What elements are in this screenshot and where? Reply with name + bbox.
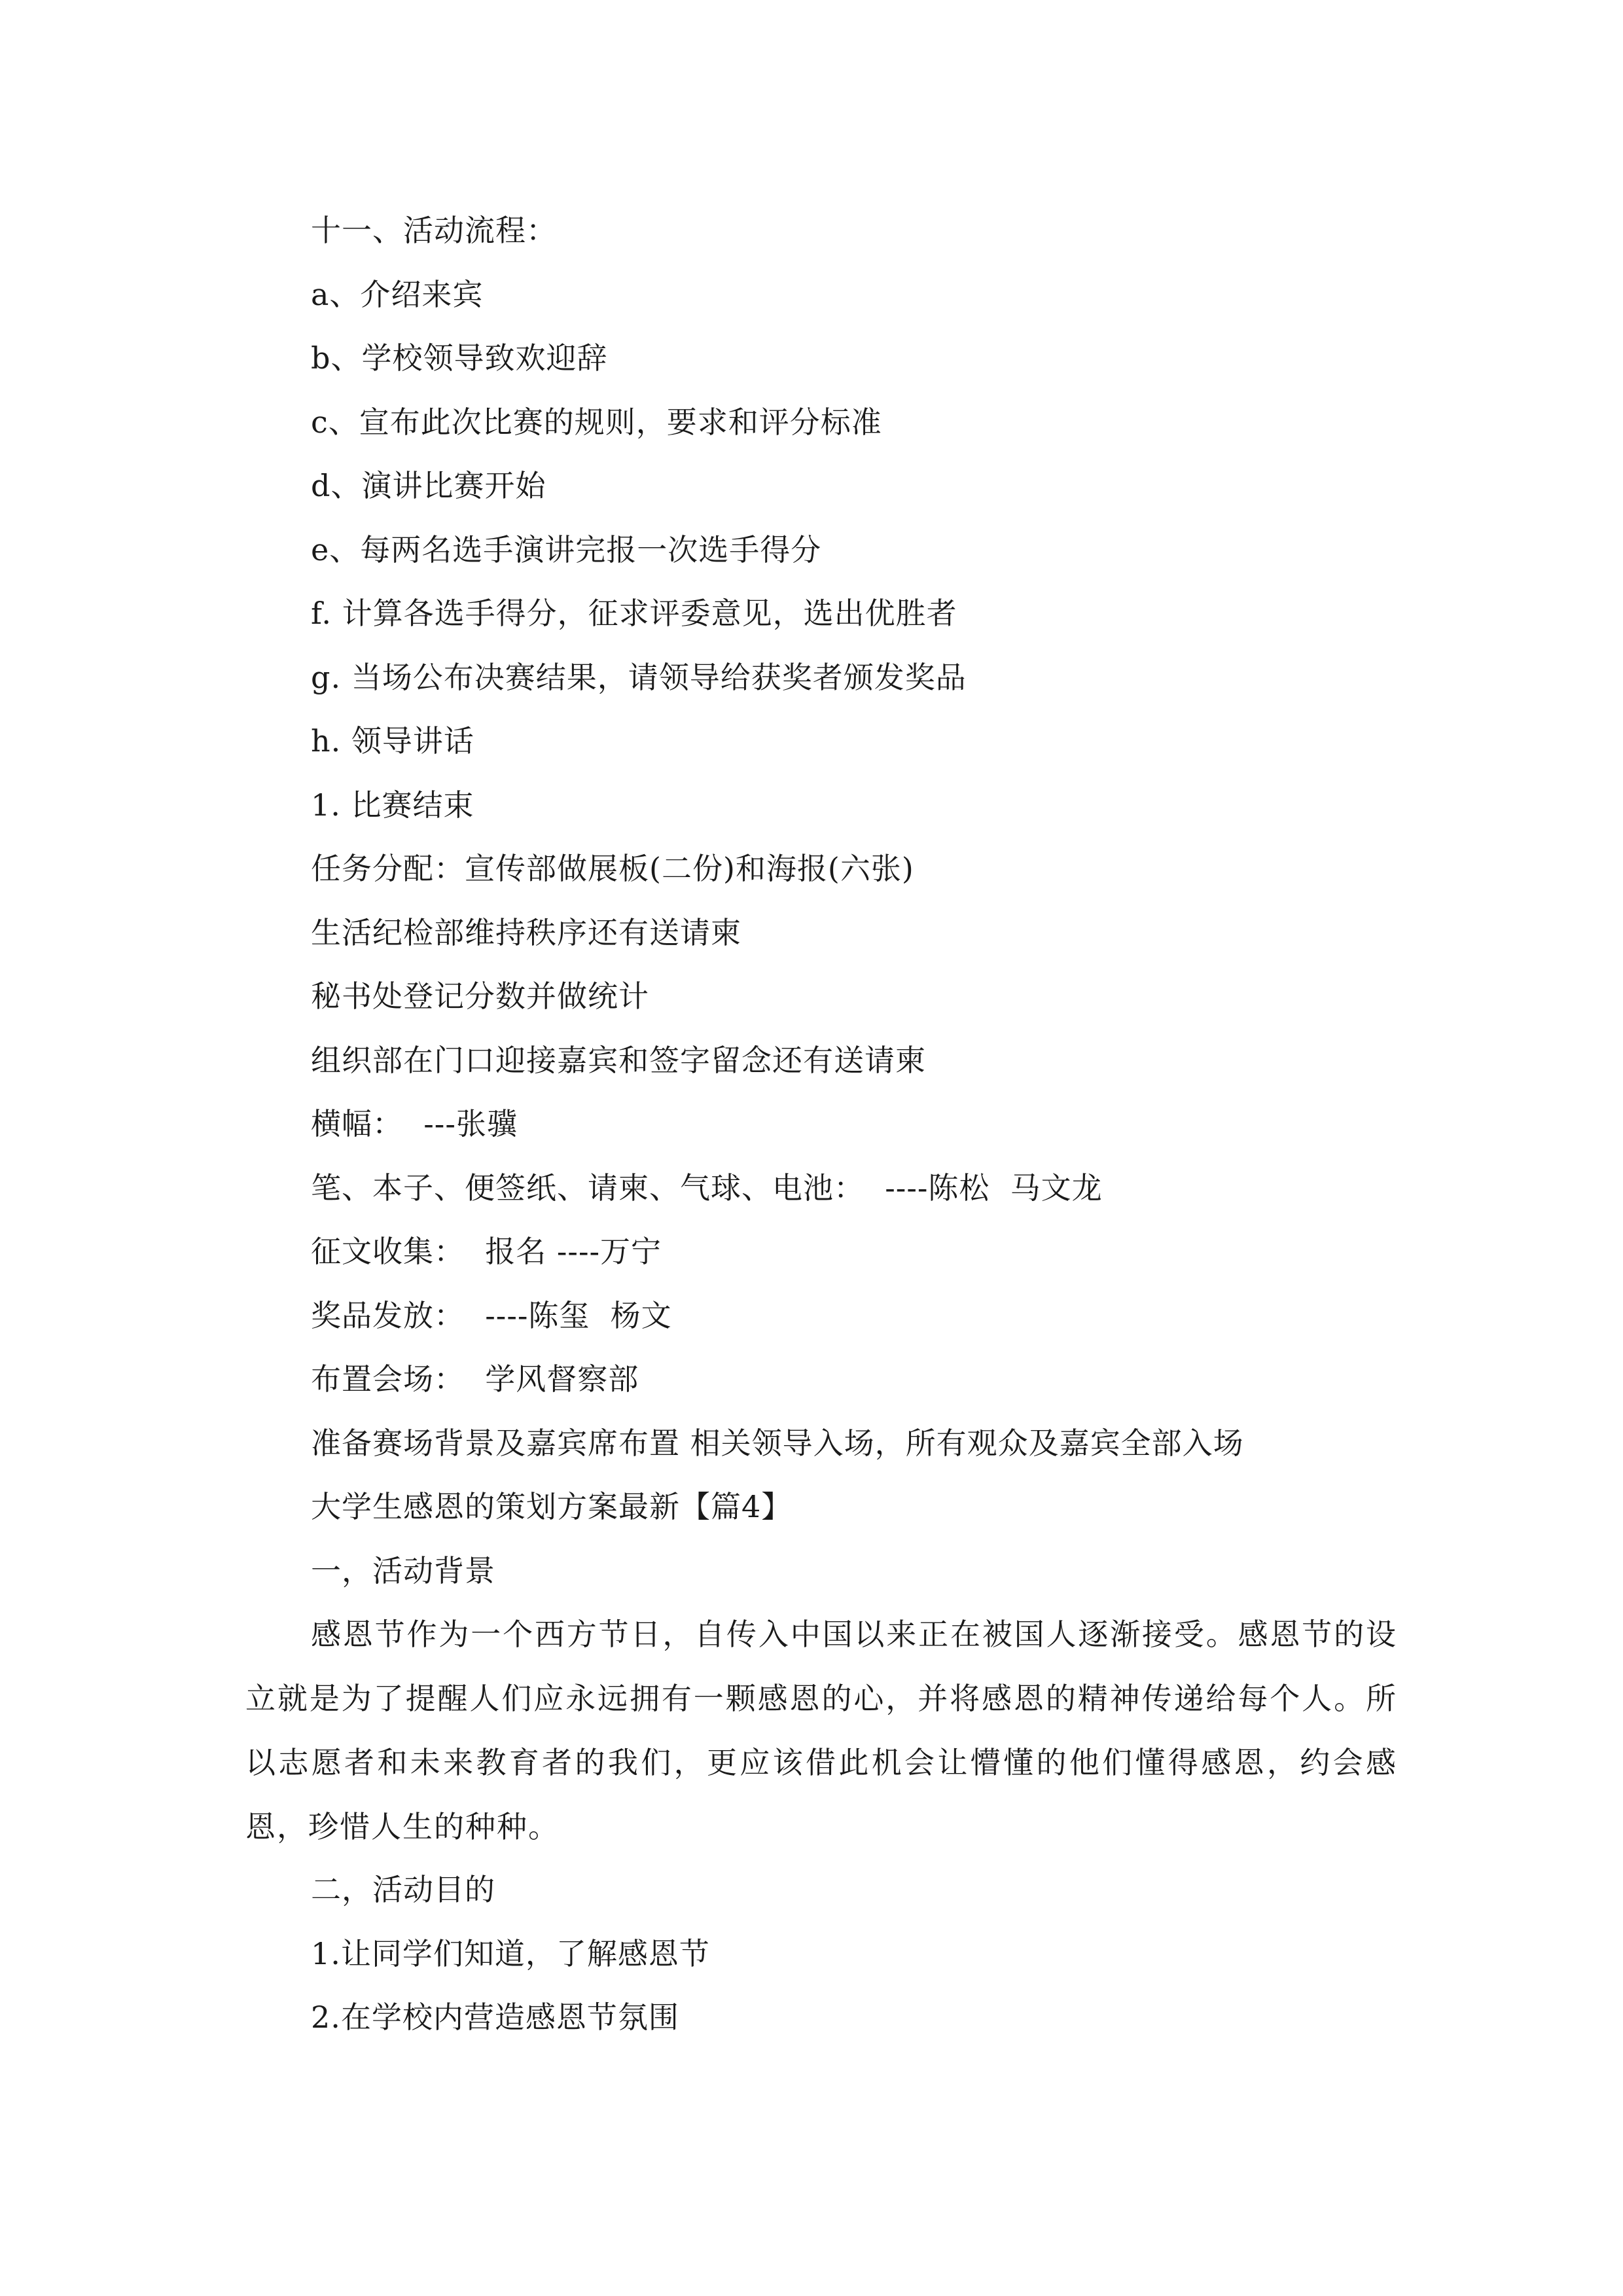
text-line: 任务分配：宣传部做展板(二份)和海报(六张) [311, 851, 914, 886]
section-title: 大学生感恩的策划方案最新【篇4】 [311, 1489, 793, 1524]
section-heading: 一，活动背景 [311, 1553, 495, 1588]
text-line: 征文收集： 报名 ----万宁 [311, 1234, 662, 1269]
text-line: 笔、本子、便签纸、请柬、气球、电池： ----陈松 马文龙 [311, 1170, 1103, 1206]
text-line: 1.让同学们知道，了解感恩节 [311, 1936, 710, 1971]
text-line: 横幅： ---张骥 [311, 1106, 518, 1141]
text-line: e、每两名选手演讲完报一次选手得分 [311, 532, 822, 567]
text-line: 准备赛场背景及嘉宾席布置 相关领导入场，所有观众及嘉宾全部入场 [311, 1426, 1244, 1461]
text-line: 布置会场： 学风督察部 [311, 1361, 639, 1397]
body-paragraph: 感恩节作为一个西方节日，自传入中国以来正在被国人逐渐接受。感恩节的设立就是为了提醒人们应永远拥有一颗感恩的心，并将感恩的精神传递给每个人。所以志愿者和未来教育者的我们，更应该借此机会让懵懂的他们懂得感恩，约会感恩，珍惜人生的种种。 [245, 1617, 1397, 1844]
text-line: c、宣布此次比赛的规则，要求和评分标准 [311, 404, 882, 440]
text-line: d、演讲比赛开始 [311, 468, 546, 503]
text-line: 奖品发放： ----陈玺 杨文 [311, 1298, 672, 1333]
text-line: 生活纪检部维持秩序还有送请柬 [311, 915, 741, 950]
text-line: 组织部在门口迎接嘉宾和签字留念还有送请柬 [311, 1043, 926, 1078]
text-line: 2.在学校内营造感恩节氛围 [311, 2000, 679, 2035]
text-line: 秘书处登记分数并做统计 [311, 978, 649, 1014]
text-line: 1. 比赛结束 [311, 787, 474, 823]
section-heading: 二，活动目的 [311, 1872, 495, 1907]
text-line: b、学校领导致欢迎辞 [311, 340, 608, 376]
text-line: g. 当场公布决赛结果，请领导给获奖者颁发奖品 [311, 660, 967, 695]
text-line: a、介绍来宾 [311, 277, 484, 312]
text-line: 十一、活动流程： [311, 213, 557, 248]
text-line: h. 领导讲话 [311, 723, 474, 759]
text-line: f. 计算各选手得分，征求评委意见，选出优胜者 [311, 596, 957, 631]
